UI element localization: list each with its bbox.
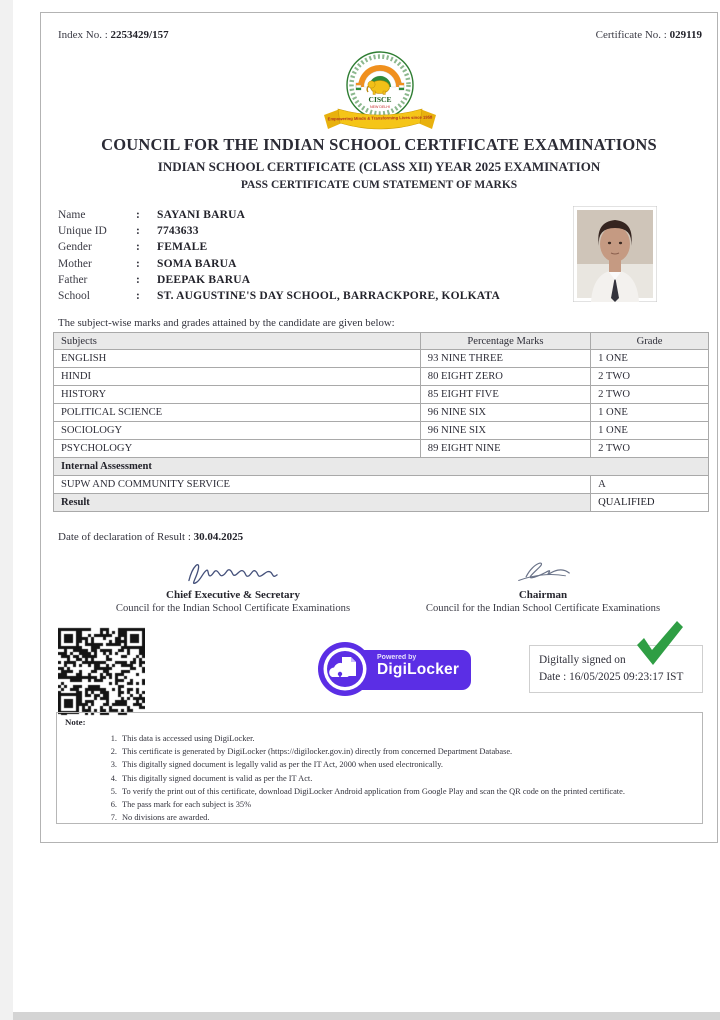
digitally-signed-label: Digitally signed on bbox=[539, 654, 626, 666]
checkmark-icon bbox=[633, 619, 685, 667]
marks-intro: The subject-wise marks and grades attained by the candidate are given below: bbox=[58, 317, 395, 329]
school-label: School bbox=[58, 289, 90, 302]
supw-grade: A bbox=[591, 476, 709, 494]
internal-assessment-row: Internal Assessment bbox=[54, 458, 709, 476]
detail-row-father: Father : DEEPAK BARUA bbox=[58, 272, 500, 288]
supw-row: SUPW AND COMMUNITY SERVICE A bbox=[54, 476, 709, 494]
table-row: POLITICAL SCIENCE 96 NINE SIX 1 ONE bbox=[54, 404, 709, 422]
chairman-title: Chairman bbox=[518, 589, 568, 601]
gender-value: FEMALE bbox=[157, 241, 208, 254]
marks-table-header bbox=[54, 333, 709, 350]
certificate-numbers bbox=[58, 29, 702, 41]
detail-row-mother: Mother : SOMA BARUA bbox=[58, 256, 500, 272]
table-row: PSYCHOLOGY 89 EIGHT NINE 2 TWO bbox=[54, 440, 709, 458]
council-title: COUNCIL FOR THE INDIAN SCHOOL CERTIFICATE EXAMINATIONS bbox=[101, 135, 657, 154]
unique-id-label: Unique ID bbox=[58, 225, 107, 238]
father-label: Father bbox=[58, 273, 88, 286]
exam-title: INDIAN SCHOOL CERTIFICATE (CLASS XII) YEAR 2025 EXAMINATION bbox=[157, 159, 601, 174]
digilocker-label: DigiLocker bbox=[377, 661, 460, 678]
signature-block-chairman bbox=[393, 558, 693, 614]
digilocker-badge bbox=[317, 639, 507, 697]
declaration-date bbox=[58, 531, 243, 543]
note-list bbox=[105, 732, 694, 824]
logo-abbr: CISCE bbox=[368, 95, 392, 104]
note-item: 5. To verify the print out of this certificate, download DigiLocker Android application from Google Play and scan the QR code on the printed certificate. bbox=[110, 786, 625, 796]
note-item: 7. No divisions are awarded. bbox=[110, 813, 210, 823]
note-item: 3. This digitally signed document is legally valid as per the IT Act, 2000 when used electronically. bbox=[110, 760, 443, 770]
index-number-label: Index No. : bbox=[58, 29, 108, 41]
name-label: Name bbox=[58, 209, 86, 221]
signature-block-secretary bbox=[83, 558, 383, 614]
note-item: 2. This certificate is generated by DigiLocker (https://digilocker.gov.in) directly from concerned Department Database. bbox=[110, 747, 513, 757]
index-number bbox=[58, 29, 169, 41]
header-subjects: Subjects bbox=[54, 333, 421, 350]
detail-row-name: Name : SAYANI BARUA bbox=[58, 207, 500, 223]
unique-id-value: 7743633 bbox=[157, 225, 199, 238]
certificate-number bbox=[596, 29, 702, 41]
table-row: HISTORY 85 EIGHT FIVE 2 TWO bbox=[54, 386, 709, 404]
note-label: Note: bbox=[65, 717, 86, 727]
digilocker-icon bbox=[317, 641, 373, 697]
mother-label: Mother bbox=[58, 257, 92, 270]
gender-label: Gender bbox=[58, 241, 92, 254]
chairman-signature-icon bbox=[503, 558, 583, 588]
qr-code bbox=[58, 626, 145, 716]
detail-row-unique-id: Unique ID : 7743633 bbox=[58, 223, 500, 239]
certificate-titles bbox=[41, 135, 717, 191]
index-number-value: 2253429/157 bbox=[110, 29, 169, 41]
cisce-logo bbox=[310, 49, 450, 141]
logo-ribbon-text: Empowering Minds & Transforming Lives since 1958 bbox=[327, 114, 433, 122]
mother-value: SOMA BARUA bbox=[157, 257, 237, 270]
result-row bbox=[54, 494, 709, 512]
signed-date-value: Date : 16/05/2025 09:23:17 IST bbox=[539, 671, 684, 683]
detail-row-gender: Gender : FEMALE bbox=[58, 239, 500, 255]
note-box bbox=[56, 712, 703, 824]
certificate-number-label: Certificate No. : bbox=[595, 29, 667, 41]
header-percentage-marks: Percentage Marks bbox=[420, 333, 590, 350]
certificate-page bbox=[40, 12, 718, 843]
candidate-photo bbox=[573, 206, 657, 302]
powered-by-label: Powered by bbox=[377, 654, 417, 661]
secretary-signature-icon bbox=[178, 558, 288, 588]
scan-edge-bottom bbox=[13, 1012, 720, 1020]
note-item: 1. This data is accessed using DigiLocker. bbox=[110, 734, 255, 743]
school-value: ST. AUGUSTINE'S DAY SCHOOL, BARRACKPORE, KOLKATA bbox=[157, 289, 500, 302]
declaration-label: Date of declaration of Result : bbox=[58, 531, 191, 543]
table-row: ENGLISH 93 NINE THREE 1 ONE bbox=[54, 350, 709, 368]
table-row: HINDI 80 EIGHT ZERO 2 TWO bbox=[54, 368, 709, 386]
note-item: 4. This digitally signed document is valid as per the IT Act. bbox=[110, 773, 313, 783]
name-value: SAYANI BARUA bbox=[157, 209, 246, 221]
marks-table bbox=[53, 332, 709, 512]
result-value: QUALIFIED bbox=[591, 494, 709, 512]
chairman-org: Council for the Indian School Certificate Examinations bbox=[425, 603, 661, 614]
scan-edge-left bbox=[0, 0, 13, 1020]
header-grade: Grade bbox=[591, 333, 709, 350]
detail-row-school: School : ST. AUGUSTINE'S DAY SCHOOL, BARRACKPORE, KOLKATA bbox=[58, 288, 500, 304]
father-value: DEEPAK BARUA bbox=[157, 273, 251, 286]
table-row: SOCIOLOGY 96 NINE SIX 1 ONE bbox=[54, 422, 709, 440]
declaration-value: 30.04.2025 bbox=[193, 531, 244, 543]
secretary-org: Council for the Indian School Certificate Examinations bbox=[115, 603, 351, 614]
secretary-title: Chief Executive & Secretary bbox=[166, 589, 300, 601]
candidate-details bbox=[58, 207, 500, 304]
note-item: 6. The pass mark for each subject is 35% bbox=[110, 800, 252, 810]
logo-city: NEW DELHI bbox=[370, 105, 390, 109]
certificate-type-title: PASS CERTIFICATE CUM STATEMENT OF MARKS bbox=[240, 179, 518, 191]
certificate-number-value: 029119 bbox=[669, 29, 702, 41]
result-label: Result bbox=[54, 494, 591, 512]
